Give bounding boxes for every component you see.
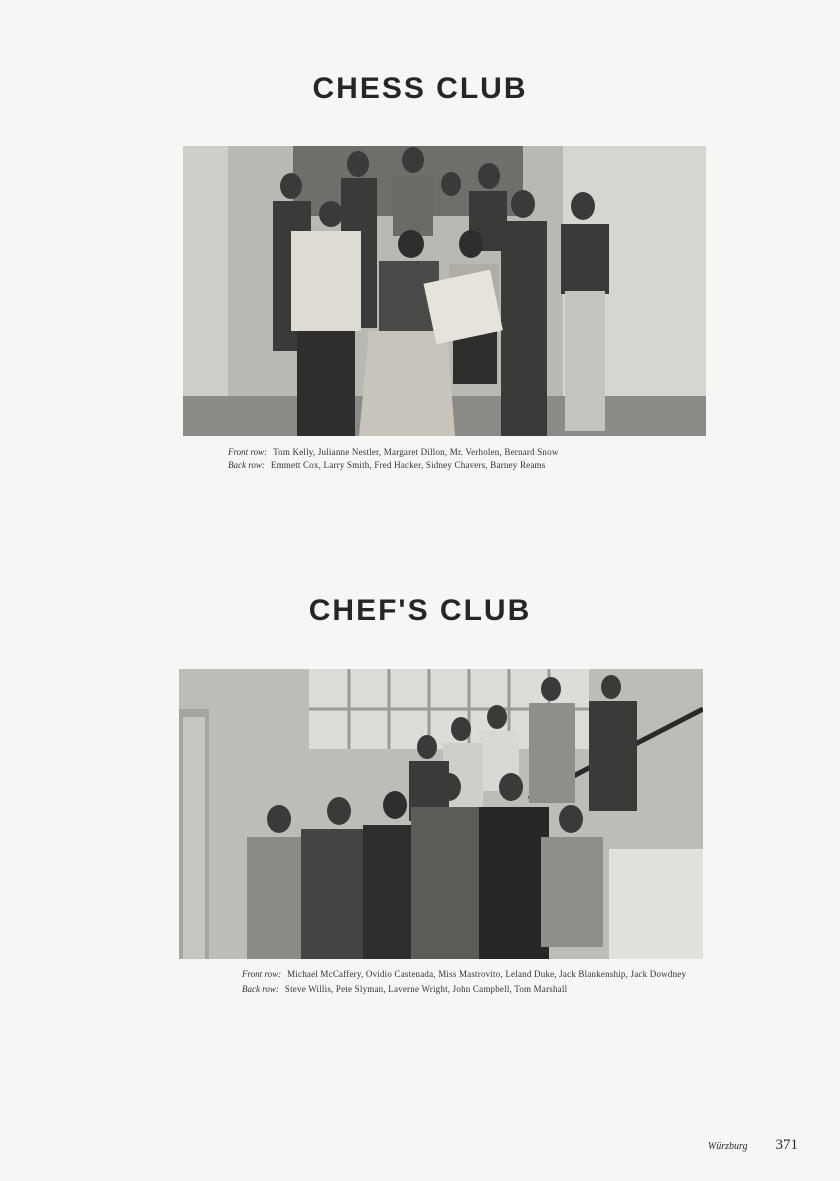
page-number: 371 <box>775 1137 798 1153</box>
chefs-club-photo <box>179 669 703 959</box>
chefs-club-title: CHEF'S CLUB <box>308 594 532 627</box>
caption-front-row <box>242 968 702 981</box>
group-photo-icon <box>179 669 703 959</box>
caption-label: Back row: <box>242 984 279 994</box>
caption-names: Tom Kelly, Julianne Nestler, Margaret Dillon, Mr. Verholen, Bernard Snow <box>273 447 559 457</box>
chess-club-title: CHESS CLUB <box>312 72 528 105</box>
chess-club-photo <box>183 146 706 436</box>
caption-names: Emmett Cox, Larry Smith, Fred Hacker, Sidney Chavers, Barney Reams <box>270 460 546 470</box>
caption-names: Michael McCaffery, Ovidio Castenada, Miss Mastrovito, Leland Duke, Jack Blankenship, Jack Dowdney <box>287 969 687 979</box>
caption-label: Front row: <box>242 969 282 979</box>
caption-back-row <box>242 983 702 996</box>
caption-names: Steve Willis, Pete Slyman, Laverne Wright, John Campbell, Tom Marshall <box>284 984 568 994</box>
caption-front-row <box>228 446 698 459</box>
caption-back-row <box>228 459 698 472</box>
chess-club-caption <box>228 446 698 472</box>
page-footer <box>708 1137 798 1154</box>
group-photo-icon <box>183 146 706 436</box>
caption-label: Front row: <box>228 447 268 457</box>
chefs-club-caption <box>242 968 702 996</box>
book-title: Würzburg <box>707 1141 748 1152</box>
caption-label: Back row: <box>228 460 265 470</box>
